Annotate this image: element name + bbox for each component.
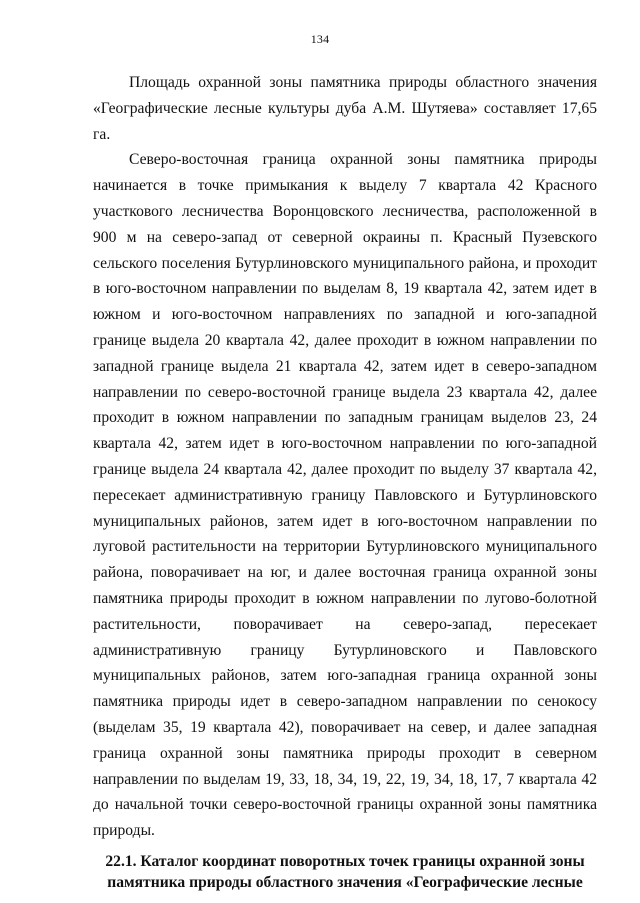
page-number: 134 — [310, 32, 330, 46]
boundary-description-paragraph: Северо-восточная граница охранной зоны памятника природы начинается в точке примыкания к выделу 7 квартала 42 Красного участкового лесничества Воронцовского лесничества, расположенной в 900 м на северо-запад от северной окраины п. Красный Пузевского сельского поселения Бутурлиновского муниципального района, и проходит в юго-восточном направлении по выделам 8, 19 квартала 42, затем идет в южном и юго-восточном направлениях по западной и юго-западной границе выдела 20 квартала 42, далее проходит в южном направлении по западной границе выдела 21 квартала 42, затем идет в северо-западном направлении по северо-восточной границе выдела 23 квартала 42, далее проходит в южном направлении по западным границам выделов 23, 24 квартала 42, затем идет в юго-восточном направлении по юго-западной границе выдела 24 квартала 42, далее проходит по выделу 37 квартала 42, пересекает административную границу Павловского и Бутурлиновского муниципальных районов, затем идет в юго-восточном направлении по луговой растительности на территории Бутурлиновского муниципального района, поворачивает на юг, и далее восточная граница охранной зоны памятника природы проходит в южном направлении по лугово-болотной растительности, поворачивает на северо-запад, пересекает административную границу Бутурлиновского и Павловского муниципальных районов, затем юго-западная граница охранной зоны памятника природы идет в северо-западном направлении по сенокосу (выделам 35, 19 квартала 42), поворачивает на север, и далее западная граница охранной зоны памятника природы проходит в северном направлении по выделам 19, 33, 18, 34, 19, 22, 19, 34, 18, 17, 7 квартала 42 до начальной точки северо-восточной границы охранной зоны памятника природы. — [93, 151, 597, 840]
section-heading: 22.1. Каталог координат поворотных точек границы охранной зоны памятника природы областного значения «Географические лесные — [105, 852, 585, 891]
page-body — [93, 70, 597, 893]
area-paragraph: Площадь охранной зоны памятника природы областного значения «Географические лесные культуры дуба А.М. Шутяева» составляет 17,65 га. — [93, 74, 597, 143]
